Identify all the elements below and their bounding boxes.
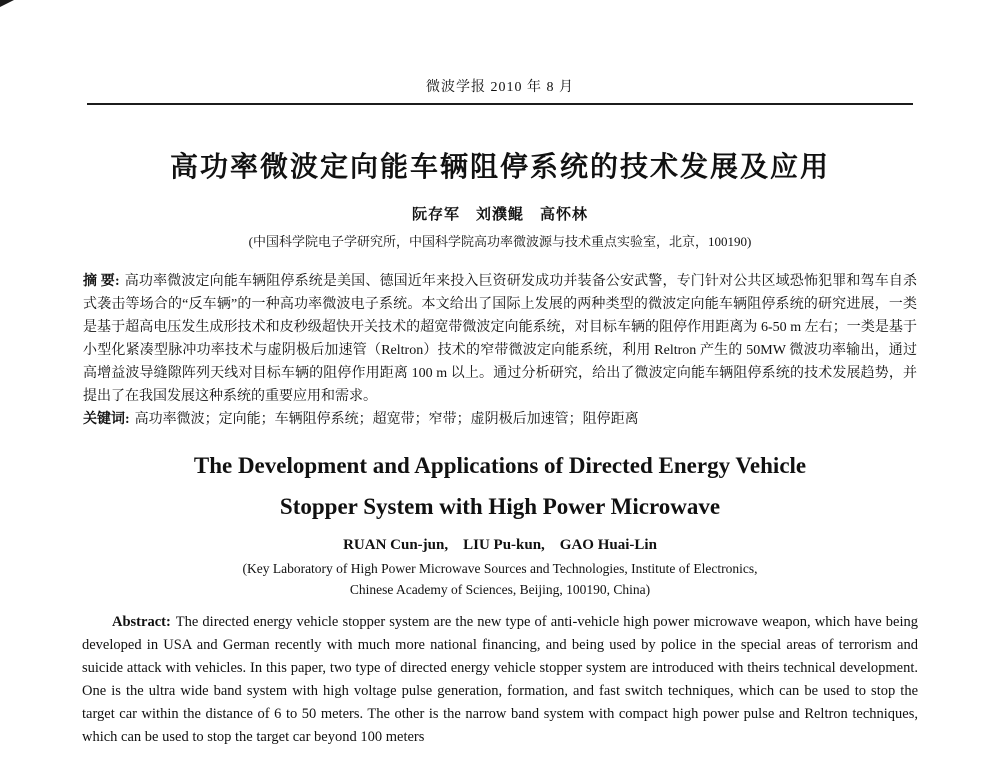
chinese-authors: 阮存军 刘濮鲲 高怀林 bbox=[411, 205, 588, 223]
english-title-line2: Stopper System with High Power Microwave bbox=[279, 494, 721, 519]
english-abstract-label: Abstract: bbox=[112, 614, 171, 630]
journal-header: 微波学报 2010 年 8 月 bbox=[426, 80, 574, 95]
chinese-abstract bbox=[83, 270, 917, 408]
chinese-abstract-label: 摘 要: bbox=[83, 274, 120, 289]
chinese-affiliation: (中国科学院电子学研究所，中国科学院高功率微波源与技术重点实验室，北京，100190) bbox=[248, 234, 752, 249]
english-abstract-text: The directed energy vehicle stopper system are the new type of anti-vehicle high power microwave weapon, which have being developed in USA and German recently with much more national financing, and being used by police in the special areas of terrorism and suicide attack with vehicles. In this paper, two type of directed energy vehicle stopper system are introduced with theirs technical development. One is the ultra wide band system with high voltage pulse generation, formation, and fast switch techniques, which can be used to stop the target car within the distance of 6 to 50 meters. The other is the narrow band system with compact high power pulse and Reltron techniques, which can be used to stop the target car beyond 100 meters bbox=[82, 614, 918, 745]
chinese-keywords-text: 高功率微波；定向能；车辆阻停系统；超宽带；窄带；虚阴极后加速管；阻停距离 bbox=[134, 412, 639, 427]
english-affiliation-line2: Chinese Academy of Sciences, Beijing, 100190, China) bbox=[349, 582, 651, 597]
english-abstract bbox=[82, 611, 918, 749]
header-divider bbox=[87, 103, 913, 105]
chinese-keywords bbox=[83, 408, 917, 431]
chinese-title: 高功率微波定向能车辆阻停系统的技术发展及应用 bbox=[169, 150, 830, 183]
english-affiliation-line1: (Key Laboratory of High Power Microwave Sources and Technologies, Institute of Electronics, bbox=[242, 561, 758, 576]
chinese-keywords-label: 关键词: bbox=[83, 412, 130, 427]
english-authors: RUAN Cun-jun, LIU Pu-kun, GAO Huai-Lin bbox=[343, 537, 657, 553]
chinese-abstract-text: 高功率微波定向能车辆阻停系统是美国、德国近年来投入巨资研发成功并装备公安武警，专门针对公共区域恐怖犯罪和驾车自杀式袭击等场合的“反车辆”的一种高功率微波电子系统。本文给出了国际上发展的两种类型的微波定向能车辆阻停系统的研究进展，一类是基于超高电压发生成形技术和皮秒级超快开关技术的超宽带微波定向能系统，对目标车辆的阻停作用距离为 6-50 m 左右；一类是基于小型化紧凑型脉冲功率技术与虚阴极后加速管（Reltron）技术的窄带微波定向能系统，利用 Reltron 产生的 50MW 微波功率输出，通过高增益波导缝隙阵列天线对目标车辆的阻停作用距离 100 m 以上。通过分析研究，给出了微波定向能车辆阻停系统的技术发展趋势，并提出了在我国发展这种系统的重要应用和需求。 bbox=[83, 274, 918, 404]
english-title-line1: The Development and Applications of Directed Energy Vehicle bbox=[193, 453, 807, 478]
